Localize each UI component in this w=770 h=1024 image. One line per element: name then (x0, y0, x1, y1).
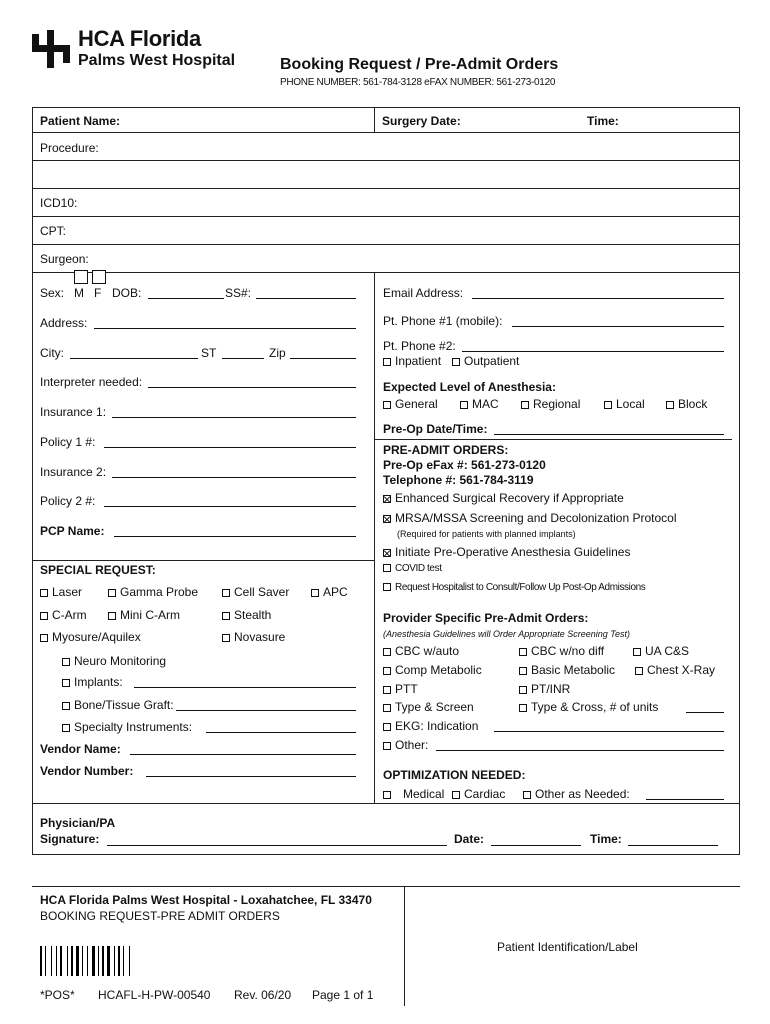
icd10-label: ICD10: (40, 196, 78, 210)
ekg-option[interactable]: EKG: Indication (383, 719, 478, 733)
policy1-label: Policy 1 #: (40, 435, 96, 449)
barcode (40, 946, 140, 976)
novasure-option[interactable]: Novasure (222, 630, 285, 644)
patient-label-area: Patient Identification/Label (497, 940, 638, 954)
ss-label: SS#: (225, 286, 252, 300)
preop-date-field[interactable] (494, 434, 724, 435)
cell-saver-option[interactable]: Cell Saver (222, 585, 289, 599)
apc-option[interactable]: APC (311, 585, 348, 599)
zip-field[interactable] (290, 358, 356, 359)
pcp-field[interactable] (114, 536, 356, 537)
policy1-field[interactable] (104, 447, 356, 448)
sex-m-label: M (74, 286, 84, 300)
type-screen-option[interactable]: Type & Screen (383, 700, 474, 714)
outpatient-option[interactable]: Outpatient (452, 354, 519, 368)
preop-fax: Pre-Op eFax #: 561-273-0120 (383, 458, 546, 472)
interpreter-label: Interpreter needed: (40, 375, 143, 389)
mini-c-arm-option[interactable]: Mini C-Arm (108, 608, 180, 622)
footer-page: Page 1 of 1 (312, 988, 374, 1002)
vendor-number-label: Vendor Number: (40, 764, 134, 778)
sign-time-label: Time: (590, 832, 622, 846)
provider-orders-heading: Provider Specific Pre-Admit Orders: (383, 611, 589, 625)
policy2-field[interactable] (104, 506, 356, 507)
units-field[interactable] (686, 712, 724, 713)
cbc-nodiff-option[interactable]: CBC w/no diff (519, 644, 604, 658)
mac-option[interactable]: MAC (460, 397, 499, 411)
zip-label: Zip (269, 346, 286, 360)
phone2-label: Pt. Phone #2: (383, 339, 456, 353)
sex-m-checkbox[interactable] (74, 270, 88, 284)
special-request-heading: SPECIAL REQUEST: (40, 563, 156, 577)
other-needed-field[interactable] (646, 799, 724, 800)
dob-field[interactable] (148, 298, 224, 299)
sex-f-label: F (94, 286, 102, 300)
general-option[interactable]: General (383, 397, 438, 411)
enhanced-recovery-option[interactable]: Enhanced Surgical Recovery if Appropriate (383, 491, 624, 505)
footer-form-name: BOOKING REQUEST-PRE ADMIT ORDERS (40, 909, 280, 923)
optimization-heading: OPTIMIZATION NEEDED: (383, 768, 526, 782)
sign-date-label: Date: (454, 832, 485, 846)
cardiac-option[interactable]: Cardiac (452, 787, 505, 801)
bone-graft-option[interactable]: Bone/Tissue Graft: (62, 698, 174, 712)
surgery-time-label: Time: (587, 114, 619, 128)
implants-field[interactable] (134, 687, 356, 688)
vendor-name-field[interactable] (130, 754, 356, 755)
city-label: City: (40, 346, 64, 360)
pcp-label: PCP Name: (40, 524, 105, 538)
physician-label: Physician/PA (40, 816, 116, 830)
myosure-option[interactable]: Myosure/Aquilex (40, 630, 141, 644)
signature-field[interactable] (107, 845, 447, 846)
state-field[interactable] (222, 358, 264, 359)
email-label: Email Address: (383, 286, 464, 300)
cbc-auto-option[interactable]: CBC w/auto (383, 644, 459, 658)
footer-revision: Rev. 06/20 (234, 988, 292, 1002)
comp-metabolic-option[interactable]: Comp Metabolic (383, 663, 482, 677)
type-cross-option[interactable]: Type & Cross, # of units (519, 700, 658, 714)
signature-label: Signature: (40, 832, 100, 846)
specialty-instruments-option[interactable]: Specialty Instruments: (62, 720, 192, 734)
hca-logo-icon (30, 28, 72, 70)
surgery-date-label: Surgery Date: (382, 114, 461, 128)
regional-option[interactable]: Regional (521, 397, 580, 411)
phone1-label: Pt. Phone #1 (mobile): (383, 314, 503, 328)
mrsa-note: (Required for patients with planned implants) (397, 529, 576, 539)
sex-label: Sex: (40, 286, 65, 300)
phone-numbers: PHONE NUMBER: 561-784-3128 eFAX NUMBER: 561-273-0120 (280, 77, 556, 88)
implants-option[interactable]: Implants: (62, 675, 123, 689)
neuro-monitoring-option[interactable]: Neuro Monitoring (62, 654, 166, 668)
sex-f-checkbox[interactable] (92, 270, 106, 284)
medical-option[interactable]: Medical (383, 787, 444, 801)
other-option[interactable]: Other: (383, 738, 428, 752)
footer-pos: *POS* (40, 988, 75, 1002)
sign-time-field[interactable] (628, 845, 718, 846)
vendor-name-label: Vendor Name: (40, 742, 121, 756)
other-field[interactable] (436, 750, 724, 751)
c-arm-option[interactable]: C-Arm (40, 608, 87, 622)
stealth-option[interactable]: Stealth (222, 608, 271, 622)
ptt-option[interactable]: PTT (383, 682, 418, 696)
email-field[interactable] (472, 298, 724, 299)
insurance1-field[interactable] (112, 417, 356, 418)
mrsa-screening-option[interactable]: MRSA/MSSA Screening and Decolonization Protocol (383, 511, 676, 525)
preop-telephone: Telephone #: 561-784-3119 (383, 473, 534, 487)
address-label: Address: (40, 316, 88, 330)
cpt-label: CPT: (40, 224, 67, 238)
anesthesia-heading: Expected Level of Anesthesia: (383, 380, 556, 394)
ua-cs-option[interactable]: UA C&S (633, 644, 689, 658)
anesthesia-guidelines-option[interactable]: Initiate Pre-Operative Anesthesia Guidelines (383, 545, 630, 559)
preadmit-orders-heading: PRE-ADMIT ORDERS: (383, 443, 509, 457)
inpatient-option[interactable]: Inpatient (383, 354, 441, 368)
chest-xray-option[interactable]: Chest X-Ray (635, 663, 715, 677)
state-label: ST (201, 346, 217, 360)
form-title: Booking Request / Pre-Admit Orders (280, 56, 559, 73)
gamma-probe-option[interactable]: Gamma Probe (108, 585, 198, 599)
city-field[interactable] (70, 358, 198, 359)
patient-name-label: Patient Name: (40, 114, 121, 128)
laser-option[interactable]: Laser (40, 585, 82, 599)
phone2-field[interactable] (462, 351, 724, 352)
vendor-number-field[interactable] (146, 776, 356, 777)
footer-divider (32, 886, 740, 887)
interpreter-field[interactable] (148, 387, 356, 388)
dob-label: DOB: (112, 286, 142, 300)
brand-name: HCA Florida (78, 26, 201, 51)
hospital-name: Palms West Hospital (78, 52, 236, 69)
surgeon-label: Surgeon: (40, 252, 89, 266)
bone-graft-field[interactable] (176, 710, 356, 711)
covid-test-option[interactable]: COVID test (383, 563, 442, 574)
local-option[interactable]: Local (604, 397, 645, 411)
block-option[interactable]: Block (666, 397, 707, 411)
sign-date-field[interactable] (491, 845, 581, 846)
footer-form-code: HCAFL-H-PW-00540 (98, 988, 211, 1002)
address-field[interactable] (94, 328, 356, 329)
procedure-label: Procedure: (40, 141, 99, 155)
ekg-indication-field[interactable] (494, 731, 724, 732)
footer-hospital: HCA Florida Palms West Hospital - Loxahatchee, FL 33470 (40, 893, 372, 907)
pt-inr-option[interactable]: PT/INR (519, 682, 570, 696)
preop-date-label: Pre-Op Date/Time: (383, 422, 488, 436)
insurance2-label: Insurance 2: (40, 465, 107, 479)
insurance2-field[interactable] (112, 477, 356, 478)
phone1-field[interactable] (512, 326, 724, 327)
basic-metabolic-option[interactable]: Basic Metabolic (519, 663, 615, 677)
specialty-instruments-field[interactable] (206, 732, 356, 733)
policy2-label: Policy 2 #: (40, 494, 96, 508)
insurance1-label: Insurance 1: (40, 405, 107, 419)
provider-orders-note: (Anesthesia Guidelines will Order Appropriate Screening Test) (383, 629, 630, 639)
ss-field[interactable] (256, 298, 356, 299)
hospitalist-option[interactable]: Request Hospitalist to Consult/Follow Up Post-Op Admissions (383, 582, 645, 593)
other-needed-option[interactable]: Other as Needed: (523, 787, 630, 801)
